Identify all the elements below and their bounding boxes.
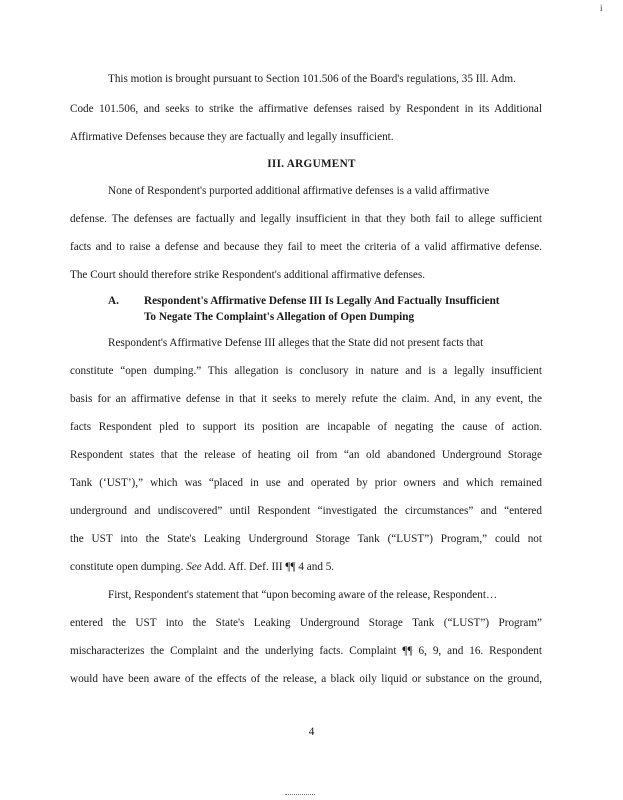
para3-line-3: basis for an affirmative defense in that it seeks to merely refute the claim. And, in any event, the xyxy=(70,393,542,405)
para3-line-9 xyxy=(70,560,334,574)
para2-line-4: The Court should therefore strike Respondent's additional affirmative defenses. xyxy=(70,269,426,281)
para2-line-2: defense. The defenses are factually and legally insufficient in that they both fail to allege sufficient xyxy=(70,213,542,225)
para2-line-3: facts and to raise a defense and because they fail to meet the criteria of a valid affirmative defense. xyxy=(70,241,542,253)
para1-line-3: Affirmative Defenses because they are factually and legally insufficient. xyxy=(70,131,394,143)
corner-mark: i xyxy=(600,3,603,13)
para4-line-3: mischaracterizes the Complaint and the underlying facts. Complaint ¶¶ 6, 9, and 16. Respondent xyxy=(70,645,542,657)
subheading-line-1: Respondent's Affirmative Defense III Is Legally And Factually Insufficient xyxy=(144,295,500,307)
para3-line-6: Tank (‘UST’),” which was “placed in use and operated by prior owners and which remained xyxy=(70,477,542,489)
citation-text: Add. Aff. Def. III ¶¶ 4 and 5. xyxy=(201,561,335,573)
subheading-line-2: To Negate The Complaint's Allegation of Open Dumping xyxy=(144,311,415,323)
para1-line-1: This motion is brought pursuant to Section 101.506 of the Board's regulations, 35 Ill. Adm. xyxy=(108,73,516,85)
para4-line-4: would have been aware of the effects of the release, a black oily liquid or substance on the ground, xyxy=(70,673,542,685)
page-number: 4 xyxy=(308,726,315,738)
para3-line-5: Respondent states that the release of heating oil from “an old abandoned Underground Storage xyxy=(70,449,542,461)
para1-line-2: Code 101.506, and seeks to strike the affirmative defenses raised by Respondent in its Additional xyxy=(70,103,542,115)
section-heading: III. ARGUMENT xyxy=(267,158,356,170)
para3-line-7: underground and undiscovered” until Respondent “investigated the circumstances” and “entered xyxy=(70,505,542,517)
para2-line-1: None of Respondent's purported additional affirmative defenses is a valid affirmative xyxy=(108,185,490,197)
footer-rule xyxy=(285,794,315,795)
citation-signal: See xyxy=(186,561,202,573)
para4-line-1: First, Respondent's statement that “upon becoming aware of the release, Respondent… xyxy=(108,589,498,601)
para3-line-4: facts Respondent pled to support its position are incapable of negating the cause of action. xyxy=(70,421,542,433)
para3-line-2: constitute “open dumping.” This allegation is conclusory in nature and is a legally insufficient xyxy=(70,365,542,377)
para3-line-1: Respondent's Affirmative Defense III alleges that the State did not present facts that xyxy=(108,337,484,349)
para3-line-8: the UST into the State's Leaking Underground Storage Tank (“LUST”) Program,” could not xyxy=(70,533,542,545)
subheading-letter: A. xyxy=(108,295,119,307)
para3-last-text: constitute open dumping. xyxy=(70,561,187,573)
para4-line-2: entered the UST into the State's Leaking Underground Storage Tank (“LUST”) Program” xyxy=(70,617,542,629)
